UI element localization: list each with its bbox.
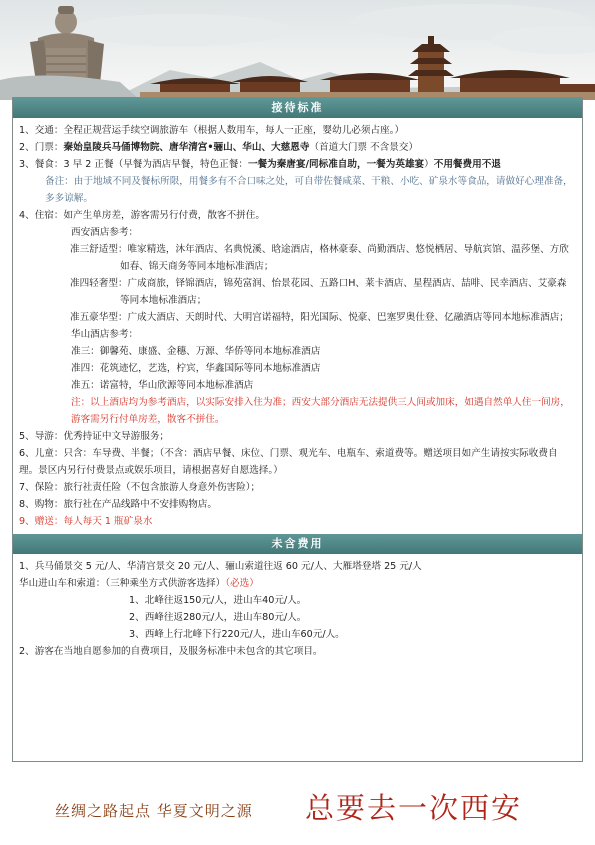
item-gift: 9、赠送：每人每天 1 瓶矿泉水 (19, 516, 153, 527)
meal-text-c: ） (424, 159, 434, 170)
item-ticket (13, 139, 582, 156)
huashan-required-tag: （必选） (225, 578, 259, 589)
meal-text-a: 3、餐食：3 早 2 正餐（早餐为酒店早餐，特色正餐： (19, 159, 248, 170)
section-header-standards: 接待标准 (13, 98, 582, 118)
meal-text-b: 一餐为秦唐宴/同标准自助，一餐为英雄宴 (247, 159, 425, 170)
huashan-transport (13, 575, 582, 592)
huashan-option-1: 1、北峰往返150元/人，进山车40元/人。 (129, 595, 307, 606)
xian-hotel-4star: 准四轻奢型：广成商旅，铎锦酒店，锦苑富润、怡景花园、五路口H、莱卡酒店、星程酒店、喆啡、民幸酒店、艾豪森等同本地标准酒店； (70, 278, 567, 306)
item-traffic: 1、交通：全程正规营运手续空调旅游车（根据人数用车，每人一正座，婴幼儿必须占座。） (19, 125, 405, 136)
slogan-small: 丝绸之路起点 华夏文明之源 (55, 802, 253, 820)
xian-hotel-5star: 准五豪华型：广成大酒店、天朗时代、大明宫诺福特，阳光国际、悦豪、巴塞罗奥仕登、亿融酒店等同本地标准酒店； (70, 312, 569, 323)
excluded-item-2: 2、游客在当地自愿参加的自费项目，及服务标准中未包含的其它项目。 (19, 646, 323, 657)
footer-slogan (0, 772, 595, 842)
huashan-hotel-4star: 准四：花筑迹忆，艺选，柠宾，华鑫国际等同本地标准酒店 (71, 363, 321, 374)
ticket-label: 2、门票： (19, 142, 64, 153)
ticket-note: （首道大门票 不含景交） (309, 142, 419, 153)
xian-hotel-title: 西安酒店参考： (71, 227, 139, 238)
meal-no-refund: 不用餐费用不退 (433, 159, 501, 170)
slogan-big: 总要去一次西安 (305, 791, 523, 825)
ticket-sites: 秦始皇陵兵马俑博物院、唐华清宫•骊山、华山、大慈恩寺 (63, 142, 310, 153)
huashan-hotel-5star: 准五：诺富特，华山欣源等同本地标准酒店 (71, 380, 254, 391)
excluded-item-1: 1、兵马俑景交 5 元/人、华清宫景交 20 元/人、骊山索道往返 60 元/人、大雁塔登塔 25 元/人 (19, 561, 422, 572)
section-header-excluded: 未含费用 (13, 534, 582, 554)
item-shopping: 8、购物：旅行社在产品线路中不安排购物店。 (19, 499, 217, 510)
item-children: 6、儿童：只含：车导费、半餐；（不含：酒店早餐、床位、门票、观光车、电瓶车、索道费等。赠送项目如产生请按实际收费自理。景区内另行付费景点或娱乐项目，请根据喜好自愿选择。） (19, 448, 558, 476)
item-hotel: 4、住宿：如产生单房差，游客需另行付费，散客不拼住。 (19, 210, 265, 221)
huashan-hotel-title: 华山酒店参考： (71, 329, 139, 340)
tour-standards-panel (12, 97, 583, 762)
huashan-hotel-3star: 准三：御馨苑、康盛、金穗、万源、华侨等同本地标准酒店 (71, 346, 321, 357)
huashan-option-2: 2、西峰往返280元/人，进山车80元/人。 (129, 612, 307, 623)
hotel-note: 注：以上酒店均为参考酒店，以实际安排入住为准；西安大部分酒店无法提供三人间或加床，如遇自然单人住一间房，游客需另行付单房差，散客不拼住。 (71, 397, 570, 425)
header-banner (0, 0, 595, 100)
huashan-option-3: 3、西峰上行北峰下行220元/人，进山车60元/人。 (129, 629, 345, 640)
xian-landmark-illustration (0, 0, 595, 100)
item-insurance: 7、保险：旅行社责任险（不包含旅游人身意外伤害险）； (19, 482, 261, 493)
xian-hotel-3star: 准三舒适型：唯家精选，沐年酒店、名典悦溪、晗途酒店，格林豪泰、尚勤酒店、悠悦栖居、导航宾馆、温莎堡、方欣如春、锦天商务等同本地标准酒店； (70, 244, 569, 272)
huashan-transport-label: 华山进山车和索道：（三种乘坐方式供游客选择） (19, 578, 226, 589)
meal-note: 备注：由于地域不同及餐标所限，用餐多有不合口味之处，可自带佐餐咸菜、干粮、小吃、矿泉水等食品，请做好心理准备，多多谅解。 (45, 176, 573, 204)
item-guide: 5、导游：优秀持证中文导游服务； (19, 431, 170, 442)
item-meal (13, 156, 582, 173)
